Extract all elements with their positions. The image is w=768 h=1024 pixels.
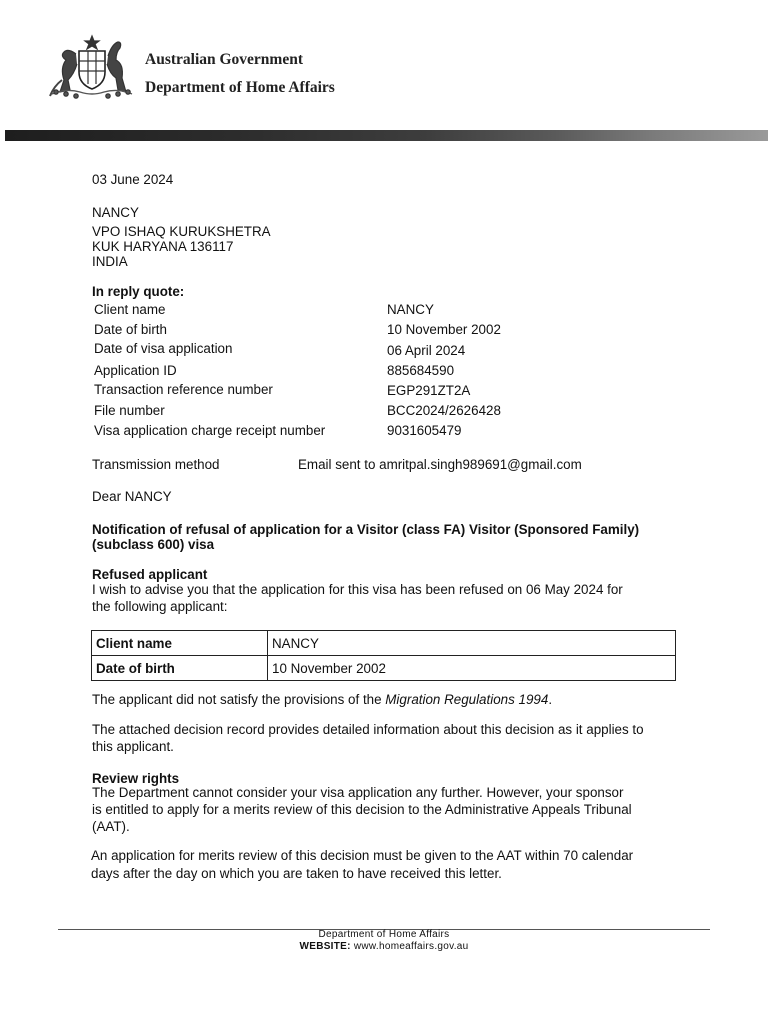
coat-of-arms-logo <box>46 34 138 104</box>
subject-line2: (subclass 600) visa <box>92 537 215 552</box>
regulation-name: Migration Regulations 1994 <box>385 692 549 707</box>
recipient-name: NANCY <box>92 205 139 220</box>
quote-label: File number <box>94 403 165 418</box>
recipient-address-line2: KUK HARYANA 136117 <box>92 239 234 254</box>
quote-value: 06 April 2024 <box>387 343 466 358</box>
refused-applicant-heading: Refused applicant <box>92 567 208 582</box>
review-rights-line2: is entitled to apply for a merits review of this decision to the Administrative Appeals Tribunal <box>92 802 632 817</box>
reply-quote-heading: In reply quote: <box>92 284 185 299</box>
footer-website-label: WEBSITE: <box>299 941 351 952</box>
table-row <box>92 656 676 681</box>
table-row <box>92 631 676 656</box>
applicant-table <box>91 630 676 681</box>
subject-line1: Notification of refusal of application for a Visitor (class FA) Visitor (Sponsored Family) <box>92 522 640 537</box>
table-cell-value: NANCY <box>268 631 676 656</box>
quote-value: EGP291ZT2A <box>387 383 471 398</box>
table-cell-value: 10 November 2002 <box>268 656 676 681</box>
quote-value: 9031605479 <box>387 423 462 438</box>
letter-date: 03 June 2024 <box>92 172 174 187</box>
table-cell-label: Client name <box>92 631 268 656</box>
merits-review-line1: An application for merits review of this decision must be given to the AAT within 70 calendar <box>91 848 634 863</box>
footer-website-line <box>0 941 768 953</box>
quote-label: Visa application charge receipt number <box>94 423 326 438</box>
quote-label: Application ID <box>94 363 177 378</box>
review-rights-heading: Review rights <box>92 771 180 786</box>
recipient-address-line1: VPO ISHAQ KURUKSHETRA <box>92 224 271 239</box>
quote-label: Date of birth <box>94 322 167 337</box>
government-name: Australian Government <box>145 51 304 68</box>
provisions-paragraph <box>92 692 552 708</box>
footer-department: Department of Home Affairs <box>318 929 450 940</box>
quote-label: Transaction reference number <box>94 382 273 397</box>
department-name: Department of Home Affairs <box>145 79 335 96</box>
salutation: Dear NANCY <box>92 489 172 504</box>
refused-applicant-line1: I wish to advise you that the application for this visa has been refused on 06 May 2024 for <box>92 582 623 597</box>
refused-applicant-line2: the following applicant: <box>92 599 228 614</box>
footer-website-link[interactable]: www.homeaffairs.gov.au <box>353 941 469 952</box>
decision-record-line2: this applicant. <box>92 739 174 754</box>
review-rights-line1: The Department cannot consider your visa application any further. However, your sponsor <box>92 785 624 800</box>
quote-label: Client name <box>94 302 166 317</box>
provisions-prefix: The applicant did not satisfy the provisions of the <box>92 692 386 707</box>
transmission-label: Transmission method <box>92 457 220 472</box>
merits-review-line2: days after the day on which you are taken to have received this letter. <box>91 866 502 881</box>
quote-label: Date of visa application <box>94 341 233 356</box>
quote-value: 10 November 2002 <box>387 322 501 337</box>
quote-value: BCC2024/2626428 <box>387 403 501 418</box>
quote-value: NANCY <box>387 302 434 317</box>
recipient-country: INDIA <box>92 254 128 269</box>
transmission-value: Email sent to amritpal.singh989691@gmail.com <box>298 457 582 472</box>
decision-record-line1: The attached decision record provides detailed information about this decision as it applies to <box>92 722 644 737</box>
review-rights-line3: (AAT). <box>92 819 130 834</box>
provisions-suffix: . <box>548 692 553 707</box>
header-divider-bar <box>5 130 768 141</box>
table-cell-label: Date of birth <box>92 656 268 681</box>
quote-value: 885684590 <box>387 363 455 378</box>
